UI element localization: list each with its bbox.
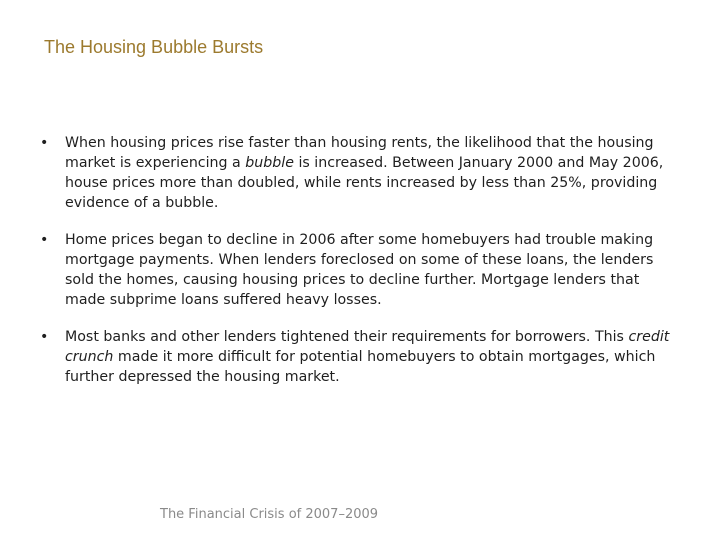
bullet-list — [40, 133, 680, 404]
bullet-item-bubble — [40, 133, 680, 213]
bullet-text: Most banks and other lenders tightened their requirements for borrowers. This — [65, 329, 629, 345]
slide-footer: The Financial Crisis of 2007–2009 — [160, 507, 379, 522]
bullet-emphasis: bubble — [245, 155, 294, 171]
bullet-text: Home prices began to decline in 2006 after some homebuyers had trouble making mortgage payments. When lenders foreclosed on some of these loans, the lenders sold the homes, causing housing prices to decline further. Mortgage lenders that made subprime loans suffered heavy losses. — [65, 232, 654, 308]
bullet-text: is increased. Between January 2000 and May 2006, house prices more than doubled, while rents increased by less than 25%, providing evidence of a bubble. — [65, 155, 664, 211]
bullet-marker: • — [40, 135, 49, 151]
bullet-emphasis: credit crunch — [65, 329, 670, 365]
bullet-item-credit-crunch — [40, 327, 680, 387]
slide-title: The Housing Bubble Bursts — [44, 37, 264, 57]
bullet-text: made it more difficult for potential homebuyers to obtain mortgages, which further depressed the housing market. — [65, 349, 656, 385]
bullet-marker: • — [40, 232, 49, 248]
bullet-item-decline — [40, 230, 680, 310]
bullet-marker: • — [40, 329, 49, 345]
bullet-text: When housing prices rise faster than housing rents, the likelihood that the housing market is experiencing a — [65, 135, 654, 171]
